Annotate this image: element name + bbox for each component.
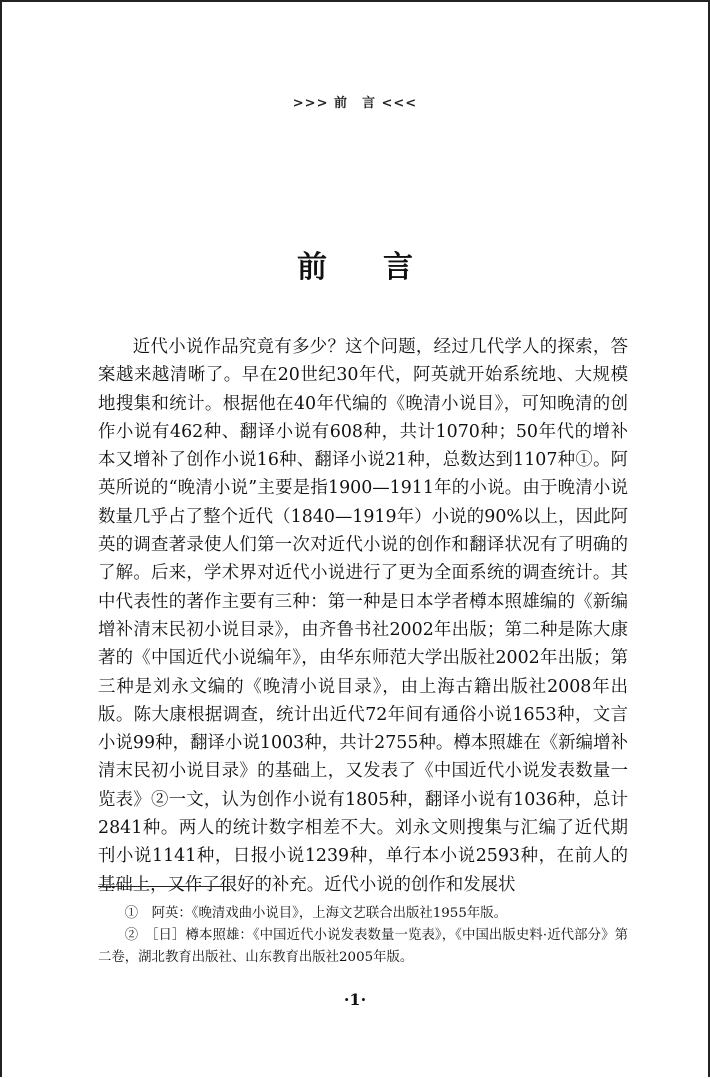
footnote-1: ① 阿英：《晚清戏曲小说目》，上海文艺联合出版社1955年版。 <box>124 906 508 921</box>
footnote-divider <box>98 886 230 887</box>
footnote-2: ② ［日］樽本照雄：《中国近代小说发表数量一览表》，《中国出版史料·近代部分》第二卷，湖北教育出版社、山东教育出版社2005年版。 <box>98 928 628 965</box>
chapter-title: 前言 <box>297 250 469 286</box>
running-head: >>> 前 言 <<< <box>292 96 418 111</box>
page-number: ·1· <box>343 990 367 1009</box>
body-paragraph: 近代小说作品究竟有多少？这个问题，经过几代学人的探索，答案越来越清晰了。早在20世纪30年代，阿英就开始系统地、大规模地搜集和统计。根据他在40年代编的《晚清小说目》，可知晚清的创作小说有462种、翻译小说有608种，共计1070种；50年代的增补本又增补了创作小说16种、翻译小说21种，总数达到1107种①。阿英所说的“晚清小说”主要是指1900—1911年的小说。由于晚清小说数量几乎占了整个近代（1840—1919年）小说的90%以上，因此阿英的调查著录使人们第一次对近代小说的创作和翻译状况有了明确的了解。后来，学术界对近代小说进行了更为全面系统的调查统计。其中代表性的著作主要有三种：第一种是日本学者樽本照雄编的《新编增补清末民初小说目录》，由齐鲁书社2002年出版；第二种是陈大康著的《中国近代小说编年》，由华东师范大学出版社2002年出版；第三种是刘永文编的《晚清小说目录》，由上海古籍出版社2008年出版。陈大康根据调查，统计出近代72年间有通俗小说1653种，文言小说99种，翻译小说1003种，共计2755种。樽本照雄在《新编增补清末民初小说目录》的基础上，又发表了《中国近代小说发表数量一览表》②一文，认为创作小说有1805种，翻译小说有1036种，总计2841种。两人的统计数字相差不大。刘永文则搜集与汇编了近代期刊小说1141种，日报小说1239种，单行本小说2593种，在前人的基础上，又作了很好的补充。近代小说的创作和发展状 <box>98 337 628 895</box>
footnotes <box>98 903 628 969</box>
